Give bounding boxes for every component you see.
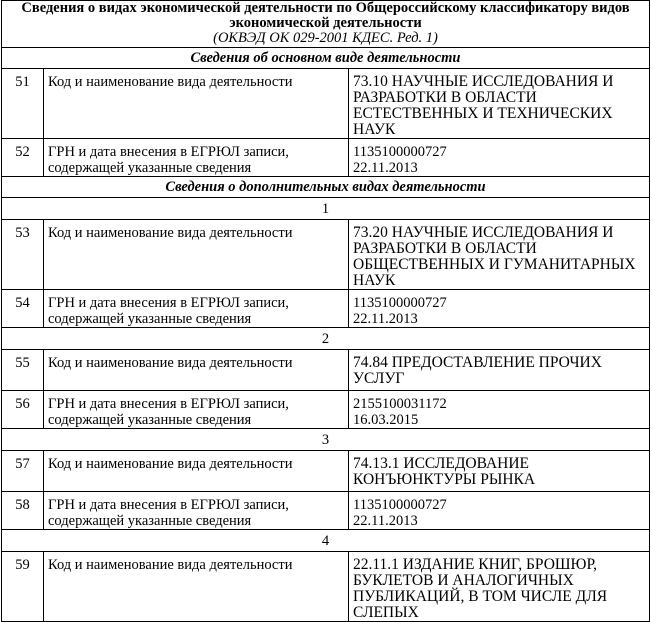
- row-number: 57: [2, 451, 44, 492]
- group-index: 3: [2, 429, 650, 451]
- date-value: 22.11.2013: [353, 513, 418, 529]
- table-row: [2, 220, 650, 290]
- table-row: [2, 350, 650, 391]
- row-label: ГРН и дата внесения в ЕГРЮЛ записи, содержащей указанные сведения: [44, 139, 349, 177]
- group-row: [2, 429, 650, 451]
- activity-value: 73.10 НАУЧНЫЕ ИССЛЕДОВАНИЯ И РАЗРАБОТКИ В ОБЛАСТИ ЕСТЕСТВЕННЫХ И ТЕХНИЧЕСКИХ НАУК: [349, 69, 650, 139]
- table-header: [2, 1, 650, 48]
- okved-table: [1, 0, 650, 622]
- activity-value: 74.84 ПРЕДОСТАВЛЕНИЕ ПРОЧИХ УСЛУГ: [349, 350, 650, 391]
- group-index: 1: [2, 198, 650, 220]
- record-value: [349, 492, 650, 530]
- table-title: Сведения о видах экономической деятельности по Общероссийскому классификатору видов экономической деятельности: [21, 0, 630, 31]
- group-row: [2, 328, 650, 350]
- grn-value: 1135100000727: [353, 144, 447, 160]
- row-number: 59: [2, 552, 44, 622]
- table-row: [2, 451, 650, 492]
- row-label: Код и наименование вида деятельности: [44, 69, 349, 139]
- grn-value: 2155100031172: [353, 396, 447, 412]
- group-row: [2, 198, 650, 220]
- activity-value: 74.13.1 ИССЛЕДОВАНИЕ КОНЪЮНКТУРЫ РЫНКА: [349, 451, 650, 492]
- table-row: [2, 391, 650, 429]
- section-row: [2, 48, 650, 69]
- row-label: ГРН и дата внесения в ЕГРЮЛ записи, содержащей указанные сведения: [44, 391, 349, 429]
- row-number: 56: [2, 391, 44, 429]
- row-label: Код и наименование вида деятельности: [44, 451, 349, 492]
- grn-value: 1135100000727: [353, 295, 447, 311]
- group-row: [2, 530, 650, 552]
- record-value: [349, 139, 650, 177]
- additional-section-title: Сведения о дополнительных видах деятельности: [2, 177, 650, 198]
- record-value: [349, 290, 650, 328]
- table-header-row: [2, 1, 650, 48]
- row-number: 51: [2, 69, 44, 139]
- row-label: ГРН и дата внесения в ЕГРЮЛ записи, содержащей указанные сведения: [44, 492, 349, 530]
- table-row: [2, 290, 650, 328]
- table-row: [2, 492, 650, 530]
- group-index: 2: [2, 328, 650, 350]
- date-value: 22.11.2013: [353, 160, 418, 176]
- table-row: [2, 552, 650, 622]
- row-number: 53: [2, 220, 44, 290]
- date-value: 22.11.2013: [353, 311, 418, 327]
- row-number: 55: [2, 350, 44, 391]
- row-label: Код и наименование вида деятельности: [44, 552, 349, 622]
- row-number: 54: [2, 290, 44, 328]
- table-row: [2, 69, 650, 139]
- grn-value: 1135100000727: [353, 497, 447, 513]
- activity-value: 22.11.1 ИЗДАНИЕ КНИГ, БРОШЮР, БУКЛЕТОВ И АНАЛОГИЧНЫХ ПУБЛИКАЦИЙ, В ТОМ ЧИСЛЕ ДЛЯ СЛЕПЫХ: [349, 552, 650, 622]
- activity-value: 73.20 НАУЧНЫЕ ИССЛЕДОВАНИЯ И РАЗРАБОТКИ В ОБЛАСТИ ОБЩЕСТВЕННЫХ И ГУМАНИТАРНЫХ НАУК: [349, 220, 650, 290]
- record-value: [349, 391, 650, 429]
- row-number: 58: [2, 492, 44, 530]
- row-label: Код и наименование вида деятельности: [44, 220, 349, 290]
- row-label: ГРН и дата внесения в ЕГРЮЛ записи, содержащей указанные сведения: [44, 290, 349, 328]
- date-value: 16.03.2015: [353, 412, 419, 428]
- main-section-title: Сведения об основном виде деятельности: [2, 48, 650, 69]
- row-number: 52: [2, 139, 44, 177]
- table-subtitle: (ОКВЭД ОК 029-2001 КДЕС. Ред. 1): [213, 30, 438, 46]
- row-label: Код и наименование вида деятельности: [44, 350, 349, 391]
- group-index: 4: [2, 530, 650, 552]
- section-row: [2, 177, 650, 198]
- table-row: [2, 139, 650, 177]
